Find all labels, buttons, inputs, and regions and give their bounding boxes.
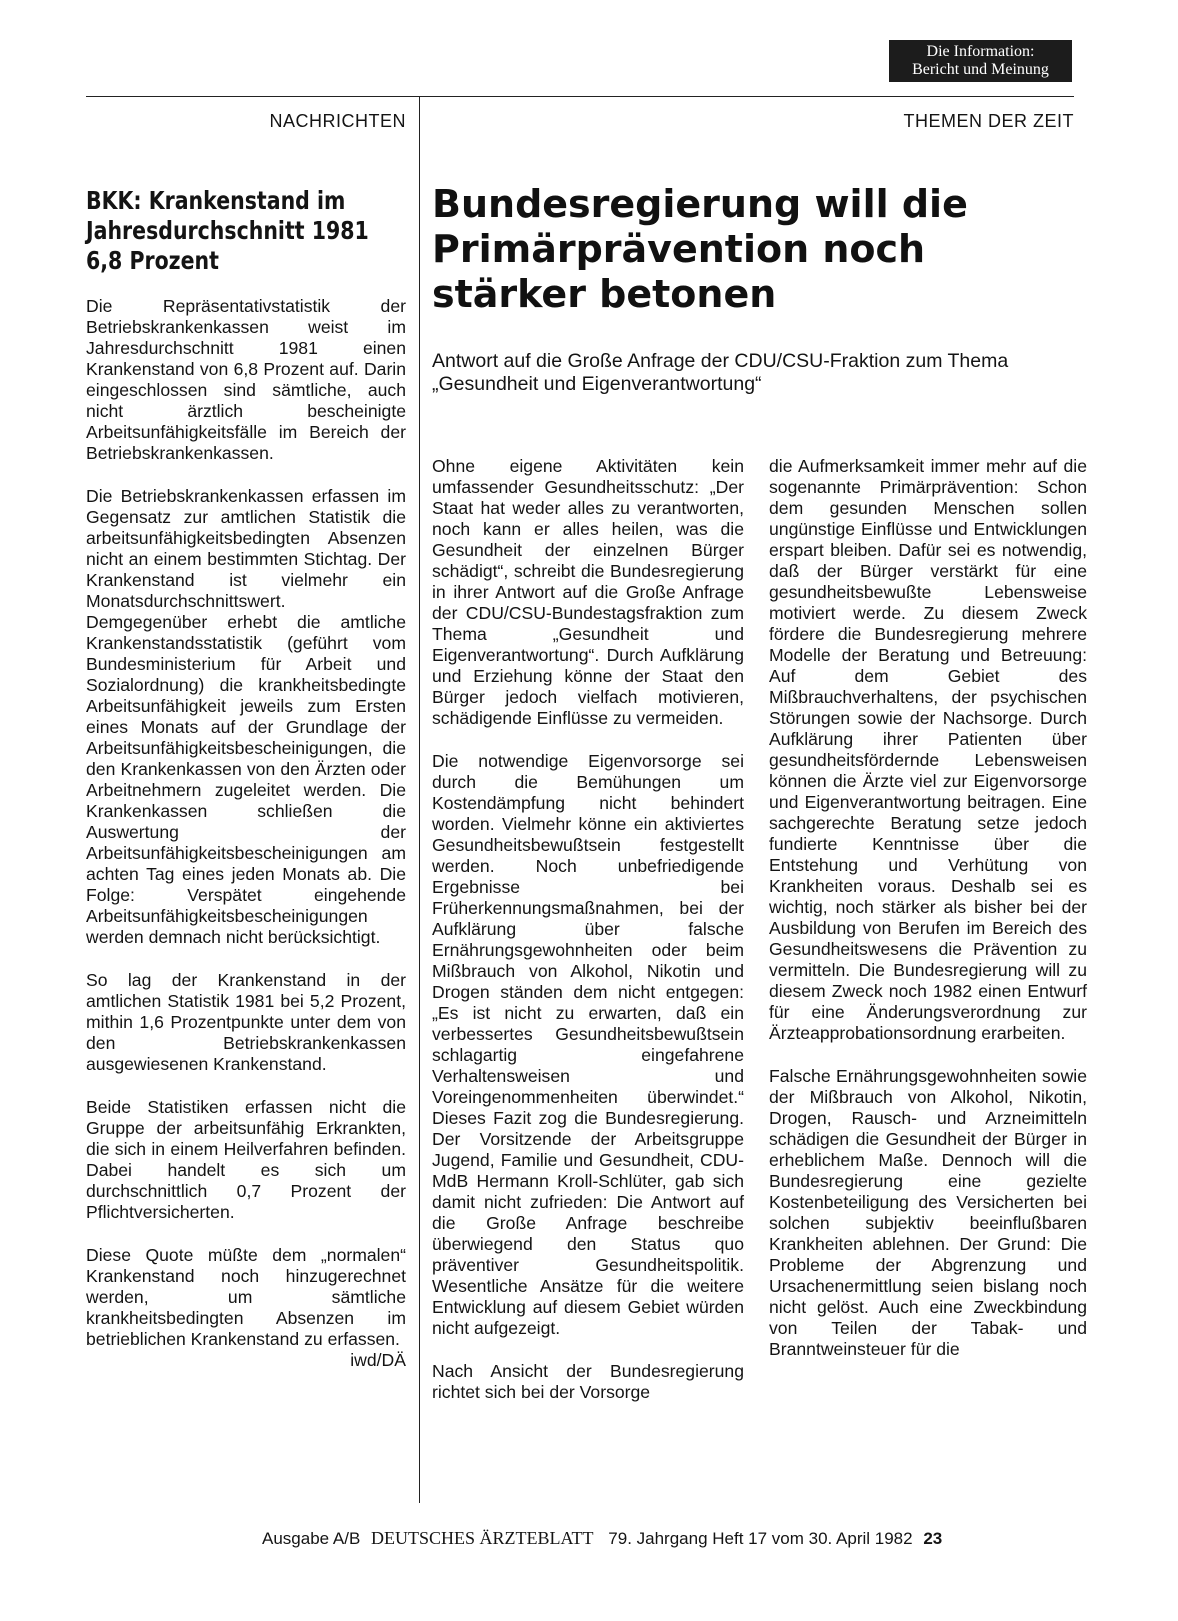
news-paragraph: Die Repräsentativstatistik der Betriebskrankenkassen weist im Jahresdurchschnitt 1981 einen Krankenstand von 6,8 Prozent auf. Darin eingeschlossen sind sämtliche, auch nicht ärztlich bescheinigte Arbeitsunfähigkeitsfälle im Bereich der Betriebskrankenkassen. — [86, 296, 406, 463]
article-paragraph: Nach Ansicht der Bundesregierung richtet sich bei der Vorsorge — [432, 1361, 744, 1402]
column-divider — [419, 96, 420, 1503]
news-title: BKK: Krankenstand im Jahresdurchschnitt 1981 6,8 Prozent — [86, 186, 369, 275]
news-signature-line — [86, 1350, 406, 1371]
header-rule — [86, 96, 1074, 97]
news-paragraph: Die Betriebskrankenkassen erfassen im Gegensatz zur amtlichen Statistik die arbeitsunfähigkeitsbedingten Absenzen nicht an einem bestimmten Stichtag. Der Krankenstand ist vielmehr ein Monatsdurchschnittswert. Demgegenüber erhebt die amtliche Krankenstandsstatistik (geführt vom Bundesministerium für Arbeit und Sozialordnung) die krankheitsbedingte Arbeitsunfähigkeit jeweils zum Ersten eines Monats auf der Grundlage der Arbeitsunfähigkeitsbescheinigungen, die den Krankenkassen von den Ärzten oder Arbeitnehmern zugeleitet werden. Die Krankenkassen schließen die Auswertung der Arbeitsunfähigkeitsbescheinigungen am achten Tag eines jeden Monats ab. Die Folge: Verspätet eingehende Arbeitsunfähigkeitsbescheinigungen werden demnach nicht berücksichtigt. — [86, 486, 406, 947]
section-label-news: NACHRICHTEN — [269, 111, 406, 131]
article-column-1 — [432, 456, 744, 1425]
section-badge — [889, 40, 1072, 82]
news-column — [86, 186, 406, 1371]
article-paragraph: Ohne eigene Aktivitäten kein umfassender Gesundheitsschutz: „Der Staat hat weder alles zu verantworten, noch kann er alles heilen, was die Gesundheit der einzelnen Bürger schädigt“, schreibt die Bundesregierung in ihrer Antwort auf die Große Anfrage der CDU/CSU-Bundestagsfraktion zum Thema „Gesundheit und Eigenverantwortung“. Durch Aufklärung und Erziehung könne der Staat den Bürger jedoch vielfach motivieren, schädigende Einflüsse zu vermeiden. — [432, 456, 744, 728]
article-paragraph: die Aufmerksamkeit immer mehr auf die sogenannte Primärprävention: Schon dem gesunden Menschen sollen ungünstige Einflüsse und Entwicklungen erspart bleiben. Dafür sei es notwendig, daß der Bürger verstärkt für eine gesundheitsbewußte Lebensweise motiviert werde. Zu diesem Zweck fördere die Bundesregierung mehrere Modelle der Beratung und Betreuung: Auf dem Gebiet des Mißbrauchverhaltens, der psychischen Störungen sowie der Nachsorge. Durch Aufklärung ihrer Patienten über gesundheitsfördernde Lebensweisen können die Ärzte viel zur Eigenvorsorge und Eigenverantwortung beitragen. Eine sachgerechte Beratung setze jedoch fundierte Kenntnisse über die Entstehung und Verhütung von Krankheiten voraus. Deshalb sei es wichtig, noch stärker als bisher bei der Ausbildung von Berufen im Bereich des Gesundheitswesens die Prävention zu vermitteln. Die Bundesregierung will zu diesem Zweck noch 1982 einen Entwurf für eine Änderungsverordnung zur Ärzteapprobationsordnung erarbeiten. — [769, 456, 1087, 1043]
news-paragraph: Diese Quote müßte dem „normalen“ Krankenstand noch hinzugerechnet werden, um sämtliche krankheitsbedingten Absenzen im betrieblichen Krankenstand zu erfassen. — [86, 1245, 406, 1349]
news-paragraph: Beide Statistiken erfassen nicht die Gruppe der arbeitsunfähig Erkrankten, die sich in einem Heilverfahren befinden. Dabei handelt es sich um durchschnittlich 0,7 Prozent der Pflichtversicherten. — [86, 1097, 406, 1222]
article-paragraph: Falsche Ernährungsgewohnheiten sowie der Mißbrauch von Alkohol, Nikotin, Drogen, Rausch- und Arzneimitteln schädigen die Gesundheit der Bürger in erheblichem Maße. Dennoch will die Bundesregierung eine gezielte Kostenbeteiligung des Versicherten bei solchen subjektiv beeinflußbaren Krankheiten ablehnen. Der Grund: Die Probleme der Abgrenzung und Ursachenermittlung seien bislang noch nicht gelöst. Auch eine Zweckbindung von Teilen der Tabak- und Branntweinsteuer für die — [769, 1066, 1087, 1359]
badge-line-1: Die Information: — [926, 43, 1035, 60]
footer-magazine: DEUTSCHES ÄRZTEBLATT — [371, 1528, 594, 1548]
article-subhead: Antwort auf die Große Anfrage der CDU/CSU-Fraktion zum Thema „Gesundheit und Eigenverantwortung“ — [432, 350, 1009, 395]
section-label-topics: THEMEN DER ZEIT — [903, 111, 1074, 131]
page-number: 23 — [923, 1529, 943, 1548]
article-headline: Bundesregierung will die Primärprävention noch stärker betonen — [432, 182, 968, 316]
page-footer — [262, 1528, 1082, 1549]
article-paragraph: Die notwendige Eigenvorsorge sei durch die Bemühungen um Kostendämpfung nicht behindert worden. Vielmehr könne ein aktiviertes Gesundheitsbewußtsein festgestellt werden. Noch unbefriedigende Ergebnisse bei Früherkennungsmaßnahmen, bei der Aufklärung über falsche Ernährungsgewohnheiten oder beim Mißbrauch von Alkohol, Nikotin und Drogen ständen dem nicht entgegen: „Es ist nicht zu erwarten, daß ein verbessertes Gesundheitsbewußtsein schlagartig eingefahrene Verhaltensweisen und Voreingenommenheiten überwindet.“ Dieses Fazit zog die Bundesregierung. Der Vorsitzende der Arbeitsgruppe Jugend, Familie und Gesundheit, CDU-MdB Hermann Kroll-Schlüter, gab sich damit nicht zufrieden: Die Antwort auf die Große Anfrage beschreibe überwiegend den Status quo präventiver Gesundheitspolitik. Wesentliche Ansätze für die weitere Entwicklung auf diesem Gebiet würden nicht aufgezeigt. — [432, 751, 744, 1338]
badge-line-2: Bericht und Meinung — [912, 61, 1049, 78]
news-signature: iwd/DÄ — [350, 1350, 406, 1370]
article-column-2 — [769, 456, 1087, 1382]
footer-issue: 79. Jahrgang Heft 17 vom 30. April 1982 — [608, 1529, 913, 1548]
footer-edition: Ausgabe A/B — [262, 1529, 361, 1548]
news-paragraph: So lag der Krankenstand in der amtlichen Statistik 1981 bei 5,2 Prozent, mithin 1,6 Prozentpunkte unter dem von den Betriebskrankenkassen ausgewiesenen Krankenstand. — [86, 970, 406, 1074]
